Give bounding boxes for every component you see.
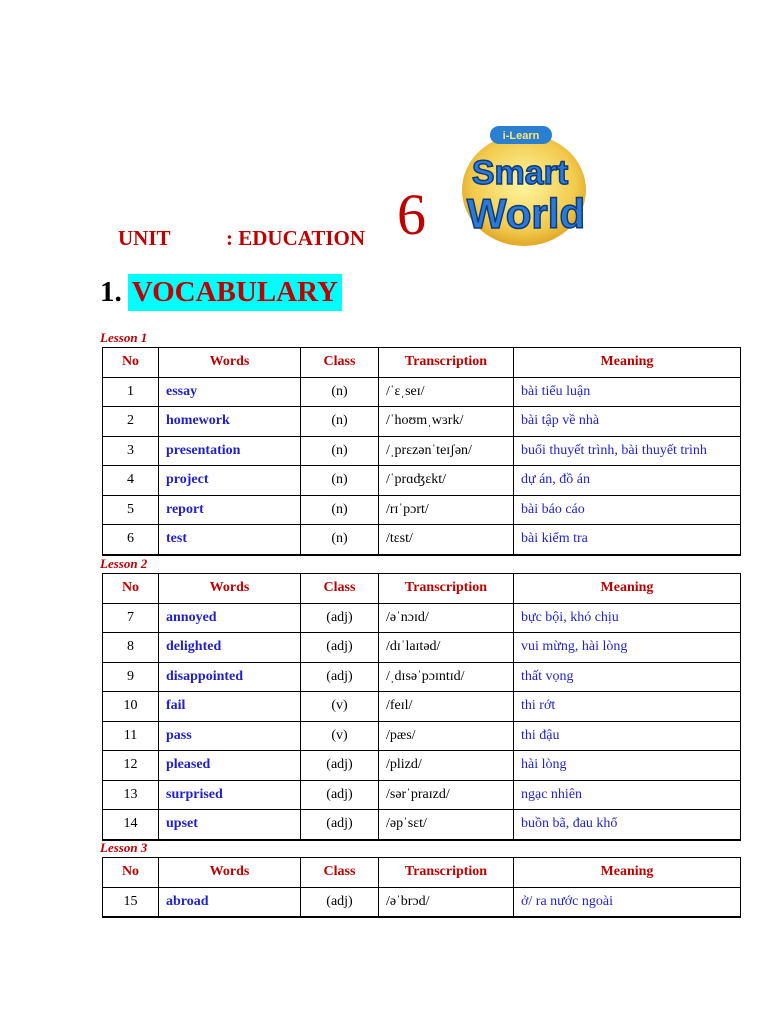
row-meaning: bực bội, khó chịu [514,603,741,633]
row-meaning: ngạc nhiên [514,780,741,810]
table-row [103,662,741,692]
logo-line2: World [466,190,586,237]
row-transcription: /ˈprɑʤɛkt/ [379,466,514,496]
vocab-table-lesson-2 [102,573,741,841]
section-title: VOCABULARY [128,274,342,311]
row-word: surprised [159,780,301,810]
smart-world-logo [442,122,608,248]
row-class: (adj) [301,887,379,917]
table-row [103,603,741,633]
row-number: 14 [103,810,159,840]
row-word: project [159,466,301,496]
vocab-table-lesson-3 [102,857,741,918]
row-number: 2 [103,407,159,437]
table-header-row [103,858,741,888]
row-class: (n) [301,525,379,555]
column-header: No [103,574,159,604]
logo-line1: Smart [471,154,569,192]
column-header: Class [301,574,379,604]
row-number: 10 [103,692,159,722]
row-number: 13 [103,780,159,810]
row-word: pass [159,721,301,751]
row-transcription: /dɪˈlaɪtəd/ [379,633,514,663]
row-class: (n) [301,407,379,437]
row-class: (adj) [301,751,379,781]
row-word: disappointed [159,662,301,692]
row-number: 6 [103,525,159,555]
row-word: presentation [159,436,301,466]
row-class: (v) [301,692,379,722]
table-header-row [103,574,741,604]
table-row [103,810,741,840]
row-meaning: buổi thuyết trình, bài thuyết trình [514,436,741,466]
row-number: 3 [103,436,159,466]
section-heading [100,276,342,309]
table-row [103,721,741,751]
column-header: Transcription [379,574,514,604]
row-number: 5 [103,495,159,525]
unit-number: 6 [397,182,426,247]
row-class: (n) [301,436,379,466]
column-header: Meaning [514,348,741,378]
row-word: essay [159,377,301,407]
row-transcription: /pæs/ [379,721,514,751]
table-row [103,751,741,781]
row-transcription: /feɪl/ [379,692,514,722]
row-meaning: hài lòng [514,751,741,781]
row-word: homework [159,407,301,437]
row-transcription: /ˌprɛzənˈteɪʃən/ [379,436,514,466]
row-number: 11 [103,721,159,751]
row-meaning: dự án, đồ án [514,466,741,496]
table-row [103,633,741,663]
table-row [103,780,741,810]
row-meaning: buồn bã, đau khổ [514,810,741,840]
row-class: (adj) [301,633,379,663]
lesson-label: Lesson 1 [100,330,148,345]
column-header: No [103,858,159,888]
row-transcription: /tɛst/ [379,525,514,555]
column-header: Class [301,348,379,378]
row-transcription: /plizd/ [379,751,514,781]
row-class: (adj) [301,662,379,692]
row-number: 12 [103,751,159,781]
column-header: No [103,348,159,378]
table-header-row [103,348,741,378]
row-class: (adj) [301,810,379,840]
row-meaning: thất vọng [514,662,741,692]
logo-top-text: i-Learn [502,130,540,142]
unit-label: UNIT [118,226,171,250]
row-class: (adj) [301,780,379,810]
row-meaning: thi rớt [514,692,741,722]
vocab-table-lesson-1 [102,347,741,556]
row-class: (n) [301,495,379,525]
table-row [103,466,741,496]
row-number: 7 [103,603,159,633]
row-class: (adj) [301,603,379,633]
row-transcription: /əˈbrɔd/ [379,887,514,917]
row-word: test [159,525,301,555]
row-word: report [159,495,301,525]
row-meaning: bài báo cáo [514,495,741,525]
column-header: Words [159,574,301,604]
row-word: pleased [159,751,301,781]
table-row [103,887,741,917]
row-transcription: /əpˈsɛt/ [379,810,514,840]
column-header: Words [159,348,301,378]
column-header: Class [301,858,379,888]
row-class: (v) [301,721,379,751]
row-transcription: /sərˈpraɪzd/ [379,780,514,810]
row-meaning: vui mừng, hài lòng [514,633,741,663]
row-meaning: bài tập về nhà [514,407,741,437]
row-number: 15 [103,887,159,917]
column-header: Words [159,858,301,888]
row-transcription: /ˌdɪsəˈpɔɪntɪd/ [379,662,514,692]
unit-title: : EDUCATION [226,226,366,250]
row-word: upset [159,810,301,840]
table-row [103,377,741,407]
row-number: 9 [103,662,159,692]
row-number: 8 [103,633,159,663]
table-row [103,495,741,525]
row-class: (n) [301,466,379,496]
column-header: Transcription [379,348,514,378]
table-row [103,407,741,437]
row-meaning: ở/ ra nước ngoài [514,887,741,917]
row-transcription: /əˈnɔɪd/ [379,603,514,633]
column-header: Meaning [514,574,741,604]
row-class: (n) [301,377,379,407]
row-meaning: bài kiểm tra [514,525,741,555]
row-transcription: /rɪˈpɔrt/ [379,495,514,525]
row-number: 1 [103,377,159,407]
column-header: Meaning [514,858,741,888]
lesson-label: Lesson 3 [100,840,148,855]
section-number: 1. [100,276,122,308]
row-transcription: /ˈhoʊmˌwɜrk/ [379,407,514,437]
table-row [103,525,741,555]
unit-heading [118,226,365,251]
row-word: fail [159,692,301,722]
row-number: 4 [103,466,159,496]
row-meaning: thi đậu [514,721,741,751]
table-row [103,436,741,466]
row-word: annoyed [159,603,301,633]
column-header: Transcription [379,858,514,888]
row-meaning: bài tiểu luận [514,377,741,407]
table-row [103,692,741,722]
row-transcription: /ˈɛˌseɪ/ [379,377,514,407]
lesson-label: Lesson 2 [100,556,148,571]
row-word: abroad [159,887,301,917]
row-word: delighted [159,633,301,663]
